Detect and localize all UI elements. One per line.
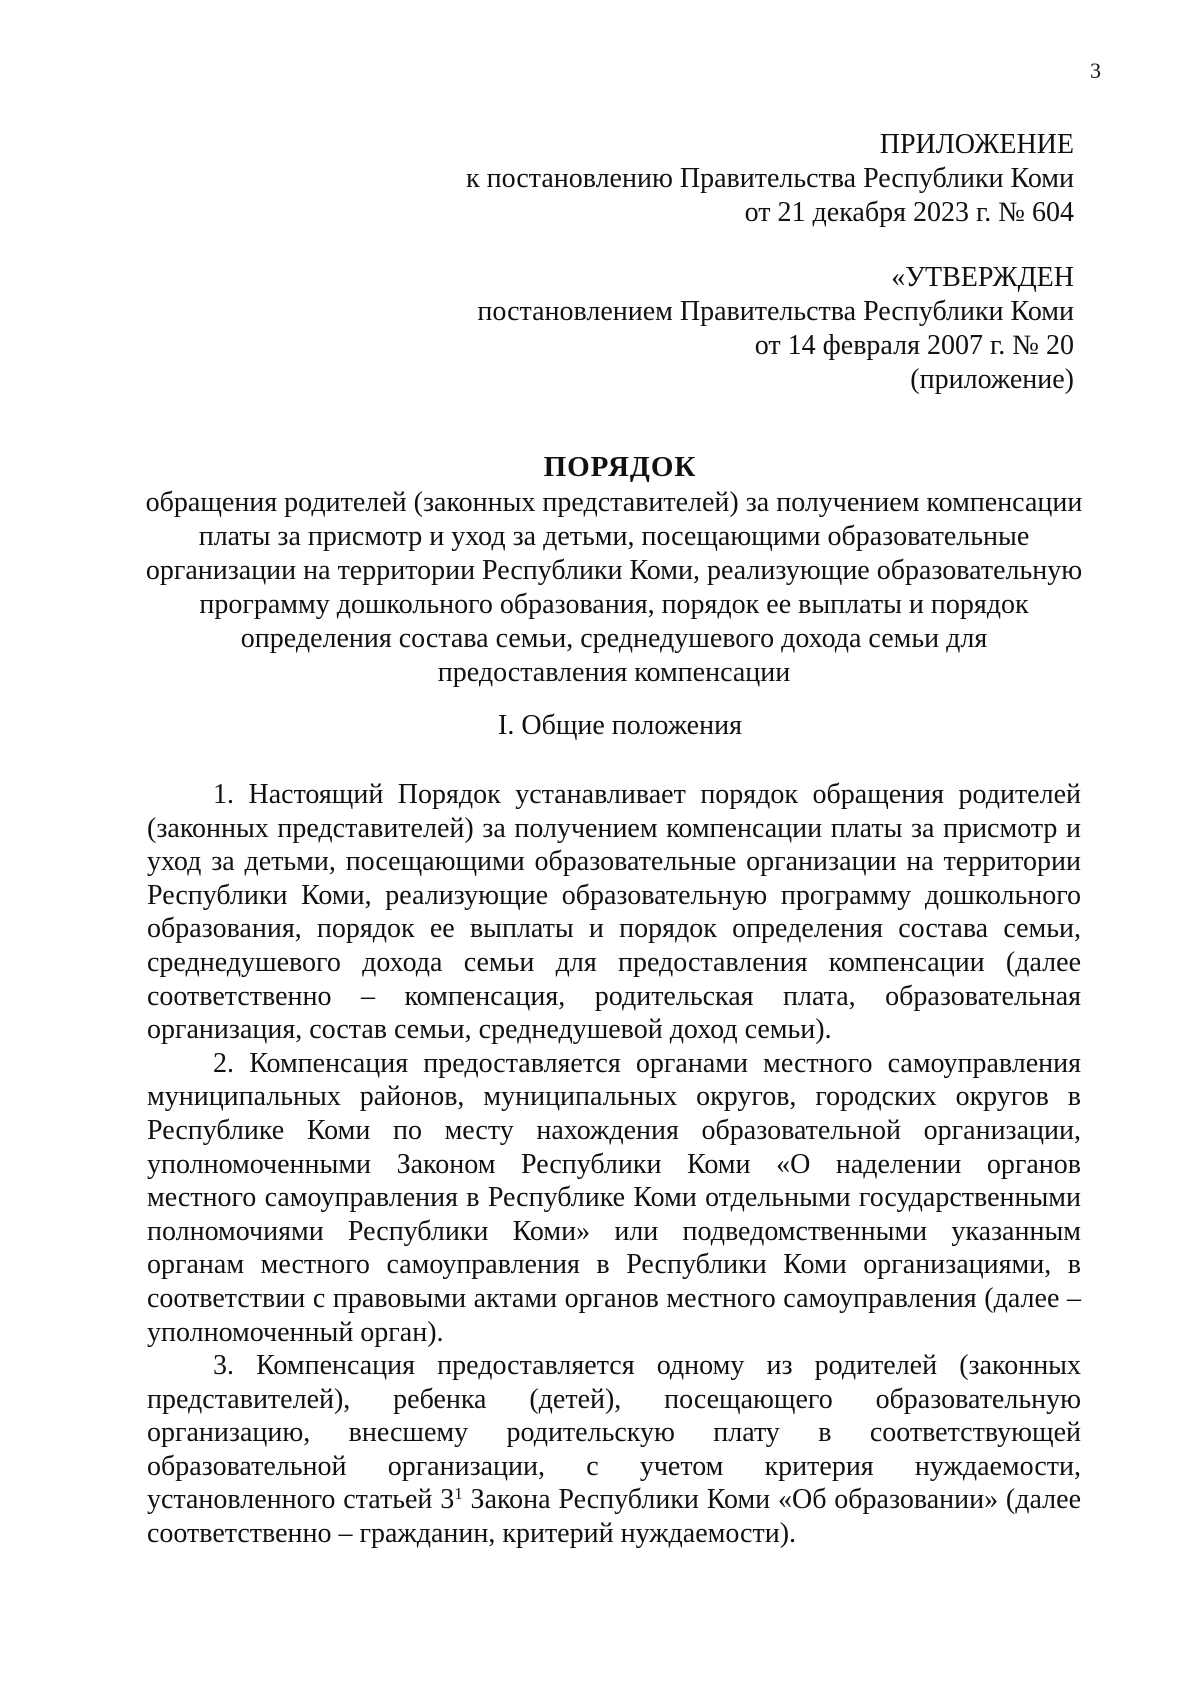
paragraph-2: 2. Компенсация предоставляется органами местного самоуправления муниципальных районов, муниципальных округов, городских округов в Республике Коми по месту нахождения образовательной организации, уполномоченными Законом Республики Коми «О наделении органов местного самоуправления в Республике Коми отдельными государственными полномочиями Республики Коми» или подведомственными указанным органам местного самоуправления в Республики Коми организациями, в соответствии с правовыми актами органов местного самоуправления (далее – уполномоченный орган). bbox=[147, 1047, 1081, 1348]
paragraph-1: 1. Настоящий Порядок устанавливает порядок обращения родителей (законных представителей) за получением компенсации платы за присмотр и уход за детьми, посещающими образовательные организации на территории Республики Коми, реализующие образовательную программу дошкольного образования, порядок ее выплаты и порядок определения состава семьи, среднедушевого дохода семьи для предоставления компенсации (далее соответственно – компенсация, родительская плата, образовательная организация, состав семьи, среднедушевой доход семьи). bbox=[147, 779, 1081, 1046]
appendix-line: к постановлению Правительства Республики Коми bbox=[466, 163, 1074, 194]
superscript-mark: 1 bbox=[454, 1484, 463, 1504]
appendix-block bbox=[374, 128, 1074, 230]
document-subtitle: обращения родителей (законных представителей) за получением компенсации платы за присмотр и уход за детьми, посещающими образовательные организации на территории Республики Коми, реализующие образовательную программу дошкольного образования, порядок ее выплаты и порядок определения состава семьи, среднедушевого дохода семьи для предоставления компенсации bbox=[145, 487, 1083, 688]
document-title: ПОРЯДОК bbox=[543, 451, 697, 483]
approval-title: «УТВЕРЖДЕН bbox=[891, 262, 1074, 293]
document-body bbox=[147, 778, 1081, 1551]
paragraph-3-text: 3. Компенсация предоставляется одному из родителей (законных представителей), ребенка (детей), посещающего образовательную организацию, внесшему родительскую плату в соответствующей образовательной организации, с учетом критерия нуждаемости, установленного статьей 3 bbox=[147, 1350, 1081, 1516]
appendix-title: ПРИЛОЖЕНИЕ bbox=[879, 129, 1074, 160]
approval-note: (приложение) bbox=[910, 364, 1074, 395]
paragraph-3 bbox=[147, 1349, 1081, 1551]
paragraph-3-text-end: Закона Республики Коми «Об образовании» (далее соответственно – гражданин, критерий нуждаемости). bbox=[147, 1484, 1081, 1550]
approval-block bbox=[374, 261, 1074, 397]
section-heading: I. Общие положения bbox=[498, 710, 742, 741]
approval-line: постановлением Правительства Республики Коми bbox=[477, 296, 1074, 327]
page-number: 3 bbox=[1090, 58, 1101, 83]
appendix-date-line: от 21 декабря 2023 г. № 604 bbox=[744, 197, 1074, 228]
approval-date-line: от 14 февраля 2007 г. № 20 bbox=[754, 330, 1074, 361]
